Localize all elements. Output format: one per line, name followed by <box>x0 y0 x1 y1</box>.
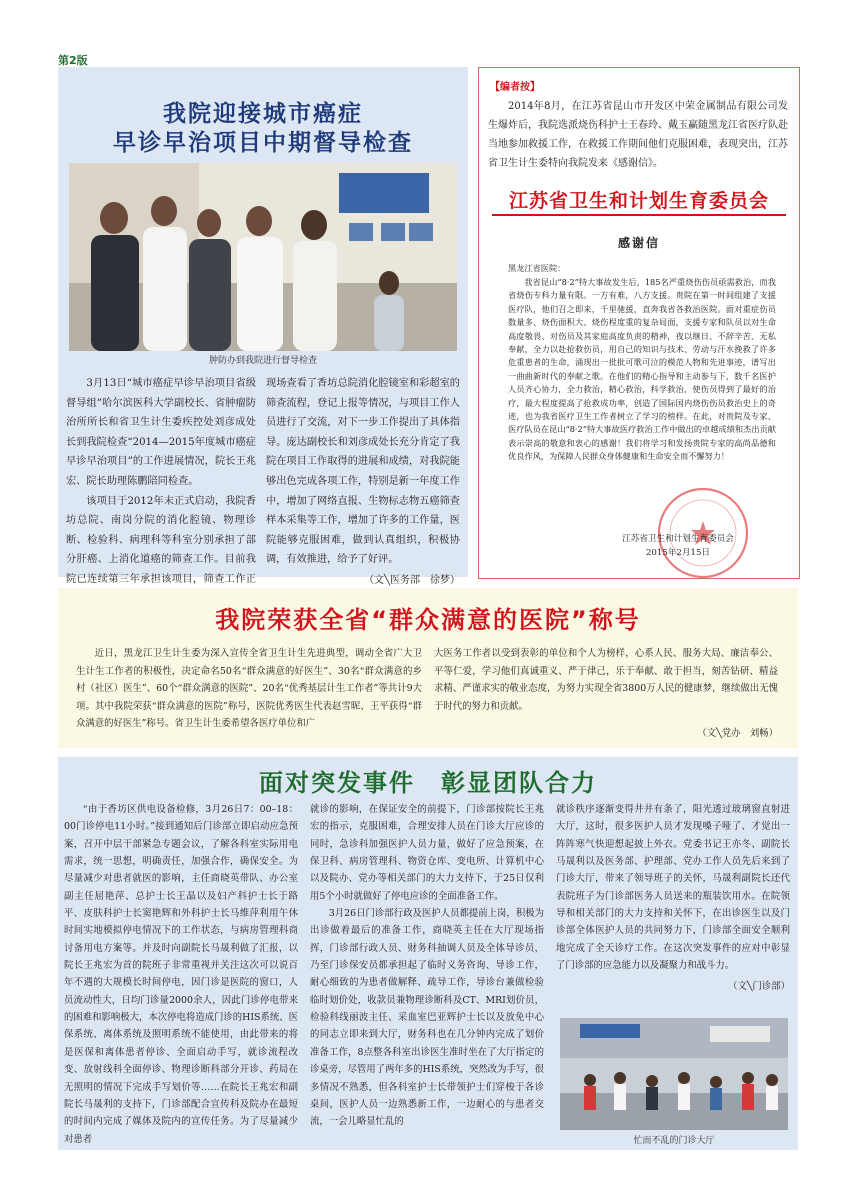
article-outage-para3: 3月26日门诊部行政及医护人员都提前上岗，积极为出诊做着最后的准备工作，商晓英主任在大厅现场指挥，门诊部行政人员、财务科抽调人员及全体导诊员，乃至门诊保安员都承担起了临时义务咨询、导诊工作，耐心细致的为患者做解释、疏导工作，导诊台兼做检验临时划价处，收款员兼物理诊断科及CT、MRI划价员，检验科线丽波主任、采血室巴亚辉护士长以及放免中心的同志立即来到大厅，财务科也在几分钟内完成了划价准备工作，8点整各科室出诊医生准时坐在了大厅指定的诊桌旁，尽管用了两年多的HIS系统，突然改为手写，很多情况不熟悉，但各科室护士长带领护士们穿梭于各诊桌间，医护人员一边熟悉新工作，一边耐心的与患者交流，一会儿略显忙乱的 <box>310 908 544 1128</box>
article-supervision-title-line1: 我院迎接城市癌症 <box>163 100 363 127</box>
article-award-col1 <box>76 645 422 733</box>
article-outage-col1 <box>64 801 298 1148</box>
article-outage-para4: 就诊秩序逐渐变得井井有条了，阳光透过玻璃窗直射进大厅，这时，很多医护人员才发现嗓子哑了、才觉出一阵阵寒气快迎想起披上外衣。党委书记王亦冬、副院长马晟利以及医务部、护理部、党办工作人员先后来到了门诊大厅，带来了领导班子的关怀，马晟利副院长还代表院班子为门诊部医务人员送来的瓶装饮用水。在院领导和相关部门的大力支持和关怀下，在出诊医生以及门诊部全体医护人员的共同努力下，门诊部全面安全顺利地完成了全天诊疗工作。在这次突发事件的应对中彰显了门诊部的应急能力以及凝聚力和战斗力。 <box>556 804 790 972</box>
letter-header-rule <box>492 214 786 216</box>
editor-note-text <box>488 97 788 173</box>
letter-title: 感谢信 <box>617 236 660 250</box>
article-supervision-para2: 该项目于2012年末正式启动，我院香坊总院、南岗分院的消化腔镜、物理诊断、检验科、病理科等科室分别承担了部分肝癌、上消化道癌的筛查工作。目前我院已连续第三年承担该项目，筛查工作正 <box>66 495 256 585</box>
letter-salutation: 黑龙江省医院： <box>508 263 566 273</box>
article-outage-title: 面对突发事件 彰显团队合力 <box>259 769 597 797</box>
letter-body <box>508 276 776 464</box>
letter-body-text: 我省昆山“8·2”特大事故发生后，185名严重烧伤伤员亟需救治，而我省烧伤专科力量有限。一方有难，八方支援。贵院在第一时间组建了支援医疗队，他们召之即来，千里驰援，直奔我省各救治医院。面对重症伤员数量多、烧伤面积大、烧伤程度重的复杂局面，支援专家和队员以对生命高度敬畏、对伤员及其家庭高度负责的精神，夜以继日、不辞辛苦、无私奉献，全力以赴抢救伤员，用自己的知识与技术、劳动与汗水挽救了许多危重患者的生命，涌现出一批批可歌可泣的模范人物和先进事迹，谱写出一曲曲新时代的奉献之歌。在他们的精心指导和主动参与下，数千名医护人员齐心协力，全力救治，精心救治，科学救治，使伤员得到了最好的治疗，最大程度提高了抢救成功率，创造了国际国内烧伤伤员救治史上的奇迹，也为我省医疗卫生工作者树立了学习的榜样。在此，对贵院及专家、医疗队员在昆山“8·2”特大事故医疗救治工作中做出的卓越成绩和杰出贡献表示崇高的敬意和衷心的感谢！我们将学习和发扬贵院专家的高尚品德和优良作风，为保障人民群众身体健康和生命安全而不懈努力！ <box>508 277 776 462</box>
article-award-para2: 大医务工作者以受到表彰的单位和个人为榜样，心系人民、服务大局、廉洁奉公、平等仁爱，学习他们真诚重义、严于律己，乐于奉献、敢于担当，刻苦钻研、精益求精、严谨求实的敬业态度，为努力实现全省3800万人民的健康梦，继续做出无愧于时代的努力和贡献。 <box>434 648 778 712</box>
article-award-col2 <box>434 645 778 739</box>
article-supervision-para3: 现场查看了香坊总院消化腔镜室和彩超室的筛查流程，登记上报等情况，与项目工作人员进行了交流，对下一步工作提出了具体指导。庞达副校长和刘彦成处长充分肯定了我院在项目工作取得的进展和成绩，对我院能够出色完成各项工作，特别是新一年度工作中，增加了网络直报、生物标志物五癌筛查样本采集等工作，增加了许多的工作量，医院能够克服困难，做到认真组织，积极协调，有效推进，给予了好评。 <box>266 378 460 566</box>
article-supervision-col2 <box>266 374 460 590</box>
editor-note-body: 2014年8月，在江苏省昆山市开发区中荣金属制品有限公司发生爆炸后，我院选派烧伤科护士王春玲、戴玉赢随黑龙江省医疗队赴当地参加救援工作，在救援工作期间他们克服困难，表现突出，江苏省卫生计生委特向我院发来《感谢信》。 <box>488 101 788 169</box>
article-award-title: 我院荣获全省“群众满意的医院”称号 <box>215 606 641 634</box>
supervision-photo <box>69 163 457 351</box>
article-award-signature: （文╲党办 刘畅） <box>697 728 778 739</box>
letter-sign-org: 江苏省卫生和计划生育委员会 <box>622 534 734 544</box>
outpatient-hall-photo <box>560 1018 788 1130</box>
letter-header-org: 江苏省卫生和计划生育委员会 <box>508 190 769 212</box>
article-award-para1: 近日，黑龙江卫生计生委为深入宣传全省卫生计生先进典型，调动全省广大卫生计生工作者的积极性，决定命名50名“群众满意的好医生”、30名“群众满意的乡村（社区）医生”、60个“群众满意的医院”、20名“优秀基层计生工作者”等共计9大项。其中我院荣获“群众满意的医院”称号，医院优秀医生代表赵雪昵、王平获得“群众满意的好医生”称号。省卫生计生委希望各医疗单位和广 <box>76 648 422 729</box>
article-supervision-signature: （文╲医务部 徐梦） <box>363 574 460 586</box>
article-outage-para2: 就诊的影响，在保证安全的前提下，门诊部按院长王兆宏的指示，克服困难，合理安排人员在门诊大厅应诊的同时，急诊科加强医护人员力量，做好了应急预案，在保卫科、病房管理科、物资仓库、变电所、计算机中心以及院办、党办等相关部门的大力支持下，于25日仅利用5个小时就做好了停电应诊的全面准备工作。 <box>310 804 544 902</box>
article-outage-para1: “由于香坊区供电设备检修，3月26日7：00–18：00门诊停电11小时。”接到通知后门诊部立即启动应急预案，召开中层干部紧急专题会议，了解各科室实际用电需求，统一思想，明确责任，加强合作，确保安全。为尽量减少对患者就医的影响，主任商晓英带队、办公室副主任屈艳萍、总护士长王晶以及妇产科护士长于路平、皮肤科护士长窦艳辉和外科护士长马维萍利用午休时间实地模拟停电情况下的工作状态，与病房管理科商讨备用电方案等。并及时向副院长马晟利做了汇报，以院长王兆宏为首的院班子非常重视并关注这次可以说百年不遇的大规模长时间停电，因门诊是医院的窗口，人员流动性大，日均门诊量2000余人，因此门诊停电带来的困难和影响极大，本次停电将造成门诊的HIS系统、医保系统、离体系统及照明系统不能使用，由此带来的将是医保和离体患者停诊、全面启动手写，就诊流程改变、放射线科全面停诊、物理诊断科部分开诊、药局在无照明的情况下完成手写划价等……在院长王兆宏和副院长马晟利的支持下，门诊部配合宣传科及院办在最短的时间内完成了媒体及院内的宣传任务。为了尽量减少对患者 <box>64 804 298 1145</box>
editor-note-label: 【编者按】 <box>490 82 540 93</box>
article-supervision-para1: 3月13日“城市癌症早诊早治项目省级督导组”哈尔滨医科大学副校长、省肿瘤防治所所长和省卫生计生委疾控处刘彦成处长到我院检查“2014—2015年度城市癌症早诊早治项目”的工作进展情况，院长王兆宏、院长助理陈鹏陪同检查。 <box>66 378 256 487</box>
article-outage-col2 <box>310 801 544 1131</box>
outpatient-hall-caption: 忙而不乱的门诊大厅 <box>633 1136 715 1146</box>
article-outage-signature: （文╲门诊部） <box>728 981 790 993</box>
page-label: 第2版 <box>58 54 88 67</box>
article-supervision-title-line2: 早诊早治项目中期督导检查 <box>113 129 413 156</box>
article-outage-col3 <box>556 801 790 992</box>
supervision-photo-caption: 肿防办到我院进行督导检查 <box>208 356 317 366</box>
letter-sign-date: 2015年2月15日 <box>645 548 711 558</box>
